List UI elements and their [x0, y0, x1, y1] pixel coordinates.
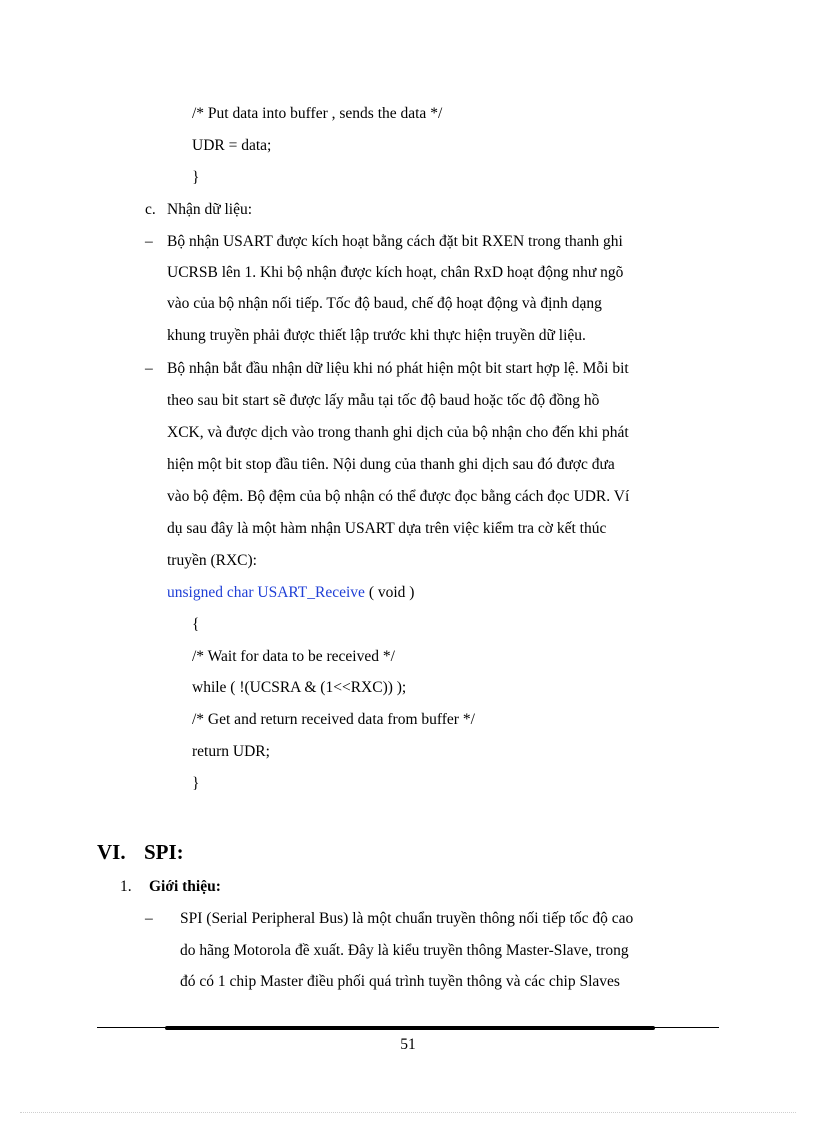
page-number: 51: [400, 1036, 416, 1053]
code-line: /* Get and return received data from buffer */: [192, 711, 475, 728]
paragraph-line: khung truyền phải được thiết lập trước khi thực hiện truyền dữ liệu.: [167, 327, 586, 344]
paragraph-line: SPI (Serial Peripheral Bus) là một chuẩn truyền thông nối tiếp tốc độ cao: [180, 910, 634, 927]
code-signature: [167, 583, 414, 603]
paragraph-line: dụ sau đây là một hàm nhận USART dựa trên việc kiểm tra cờ kết thúc: [167, 520, 607, 537]
paragraph-line: Bộ nhận USART được kích hoạt bằng cách đặt bit RXEN trong thanh ghi: [167, 233, 623, 250]
paragraph-line: vào của bộ nhận nối tiếp. Tốc độ baud, chế độ hoạt động và định dạng: [167, 295, 602, 312]
code-line: }: [192, 169, 200, 186]
code-line: /* Wait for data to be received */: [192, 648, 395, 665]
paragraph-line: XCK, và được dịch vào trong thanh ghi dịch của bộ nhận cho đến khi phát: [167, 424, 629, 441]
code-line: {: [192, 616, 200, 633]
footer-rule-thick: [165, 1026, 655, 1030]
section-title: SPI:: [144, 840, 184, 864]
code-signature-keyword: unsigned char USART_Receive: [167, 584, 365, 601]
code-line: /* Put data into buffer , sends the data */: [192, 105, 443, 122]
paragraph-line: vào bộ đệm. Bộ đệm của bộ nhận có thể được đọc bằng cách đọc UDR. Ví: [167, 488, 630, 505]
code-line: return UDR;: [192, 743, 270, 760]
paragraph-line: UCRSB lên 1. Khi bộ nhận được kích hoạt, chân RxD hoạt động như ngõ: [167, 264, 624, 281]
bullet-dash: –: [145, 360, 153, 377]
paragraph-line: hiện một bit stop đầu tiên. Nội dung của thanh ghi dịch sau đó được đưa: [167, 456, 615, 473]
page-edge: [20, 1112, 796, 1113]
paragraph-line: do hãng Motorola đề xuất. Đây là kiểu truyền thông Master-Slave, trong: [180, 942, 629, 959]
code-line: UDR = data;: [192, 137, 272, 154]
code-line: while ( !(UCSRA & (1<<RXC)) );: [192, 679, 407, 696]
sub-item-marker: c.: [145, 201, 156, 218]
bullet-dash: –: [145, 910, 153, 927]
sub-item-label: Nhận dữ liệu:: [167, 201, 253, 218]
paragraph-line: Bộ nhận bắt đầu nhận dữ liệu khi nó phát hiện một bit start hợp lệ. Mỗi bit: [167, 360, 629, 377]
code-signature-args: ( void ): [364, 584, 415, 601]
paragraph-line: theo sau bit start sẽ được lấy mẫu tại tốc độ baud hoặc tốc độ đồng hồ: [167, 392, 600, 409]
subsection-number: 1.: [120, 878, 132, 895]
subsection-title: Giới thiệu:: [149, 878, 221, 895]
section-number: VI.: [97, 840, 126, 864]
code-line: }: [192, 775, 200, 792]
bullet-dash: –: [145, 233, 153, 250]
paragraph-line: đó có 1 chip Master điều phối quá trình tuyền thông và các chip Slaves: [180, 973, 620, 990]
paragraph-line: truyền (RXC):: [167, 552, 257, 569]
